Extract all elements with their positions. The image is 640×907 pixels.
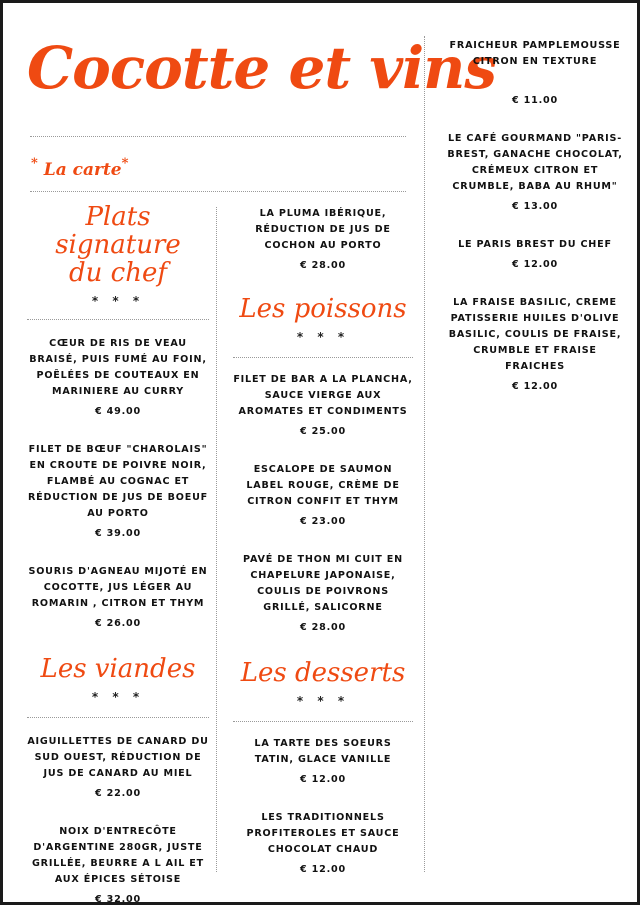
dish-price: € 25.00 [300,426,346,437]
section-title-line2: du chef [69,258,167,288]
dish-price: € 26.00 [95,618,141,629]
dish-name: LE CAFÉ GOURMAND "PARIS-BREST, GANACHE CHOCOLAT, CRÉMEUX CITRON ET CRUMBLE, BABA AU RHUM" [447,133,623,192]
dish-price: € 11.00 [512,95,558,106]
dish-name: LES TRADITIONNELS PROFITEROLES ET SAUCE CHOCOLAT CHAUD [246,812,400,855]
menu-item [27,564,209,631]
stars-separator: * * * [296,330,350,344]
dish-name: NOIX D'ENTRECÔTE D'ARGENTINE 280GR, JUSTE GRILLÉE, BEURRE A L AIL ET AUX ÉPICES SÉTOISE [31,826,205,885]
section-divider [233,357,413,358]
asterisk-ornament-icon: * [121,156,129,171]
restaurant-title: Cocotte et vins [27,34,496,102]
dish-price: € 12.00 [512,381,558,392]
dish-name: CŒUR DE RIS DE VEAU BRAISÉ, PUIS FUMÉ AU FOIN, POÊLÉES DE COUTEAUX EN MARINIERE AU CURRY [29,338,207,397]
menu-item [27,824,209,907]
column-1 [27,203,209,907]
dish-name: LE PARIS BREST DU CHEF [458,239,612,250]
stars-separator: * * * [91,690,145,704]
section-title: Les viandes [40,654,196,684]
column-2 [233,206,413,877]
subtitle-divider [30,191,406,192]
stars-separator: * * * [296,694,350,708]
section-title: Les poissons [239,294,407,324]
section-divider [233,721,413,722]
column-divider-left [216,207,217,872]
dish-price: € 12.00 [300,864,346,875]
menu-item [27,734,209,801]
dish-name: LA FRAISE BASILIC, CREME PATISSERIE HUILES D'OLIVE BASILIC, COULIS DE FRAISE, CRUMBLE ET FRAISE FRAICHES [448,297,622,372]
section-title: Plats signature [55,202,181,260]
dish-name: PAVÉ DE THON MI CUIT EN CHAPELURE JAPONAISE, COULIS DE POIVRONS GRILLÉ, SALICORNE [243,554,403,613]
section-divider [27,717,209,718]
menu-subtitle [31,156,129,180]
column-3 [445,38,625,394]
dish-price: € 12.00 [512,259,558,270]
dish-name: FILET DE BŒUF "CHAROLAIS" EN CROUTE DE POIVRE NOIR, FLAMBÉ AU COGNAC ET RÉDUCTION DE JUS DE BOEUF AU PORTO [27,444,209,519]
menu-item [233,736,413,787]
menu-item [233,372,413,439]
dish-name: SOURIS D'AGNEAU MIJOTÉ EN COCOTTE, JUS LÉGER AU ROMARIN , CITRON ET THYM [28,566,208,609]
dish-price: € 12.00 [300,774,346,785]
dish-name: FRAICHEUR PAMPLEMOUSSE CITRON EN TEXTURE [449,40,621,67]
dish-name: AIGUILLETTES DE CANARD DU SUD OUEST, RÉDUCTION DE JUS DE CANARD AU MIEL [27,736,209,779]
dish-price: € 28.00 [300,260,346,271]
dish-price: € 23.00 [300,516,346,527]
section-viandes [27,655,209,907]
dish-price: € 39.00 [95,528,141,539]
title-divider [30,136,406,137]
asterisk-ornament-icon: * [31,156,38,171]
subtitle-text: La carte [43,160,122,180]
dish-price: € 28.00 [300,622,346,633]
dish-name: LA PLUMA IBÉRIQUE, RÉDUCTION DE JUS DE COCHON AU PORTO [255,208,391,251]
dish-price: € 32.00 [95,894,141,905]
menu-item [233,206,413,273]
section-title: Les desserts [240,658,406,688]
menu-item [445,237,625,272]
menu-item [445,131,625,214]
menu-item [233,462,413,529]
section-divider [27,319,209,320]
menu-item [27,442,209,541]
section-signature [27,203,209,631]
dish-name: LA TARTE DES SOEURS TATIN, GLACE VANILLE [254,738,392,765]
dish-name: FILET DE BAR A LA PLANCHA, SAUCE VIERGE AUX AROMATES ET CONDIMENTS [233,374,413,417]
menu-item [27,336,209,419]
section-desserts [233,659,413,877]
section-poissons [233,295,413,635]
dish-price: € 13.00 [512,201,558,212]
menu-item [445,38,625,108]
dish-price: € 49.00 [95,406,141,417]
dish-name: ESCALOPE DE SAUMON LABEL ROUGE, CRÈME DE CITRON CONFIT ET THYM [246,464,400,507]
menu-item [233,810,413,877]
column-divider-right [424,36,425,872]
dish-price: € 22.00 [95,788,141,799]
stars-separator: * * * [91,294,145,308]
menu-item [233,552,413,635]
menu-item [445,295,625,394]
